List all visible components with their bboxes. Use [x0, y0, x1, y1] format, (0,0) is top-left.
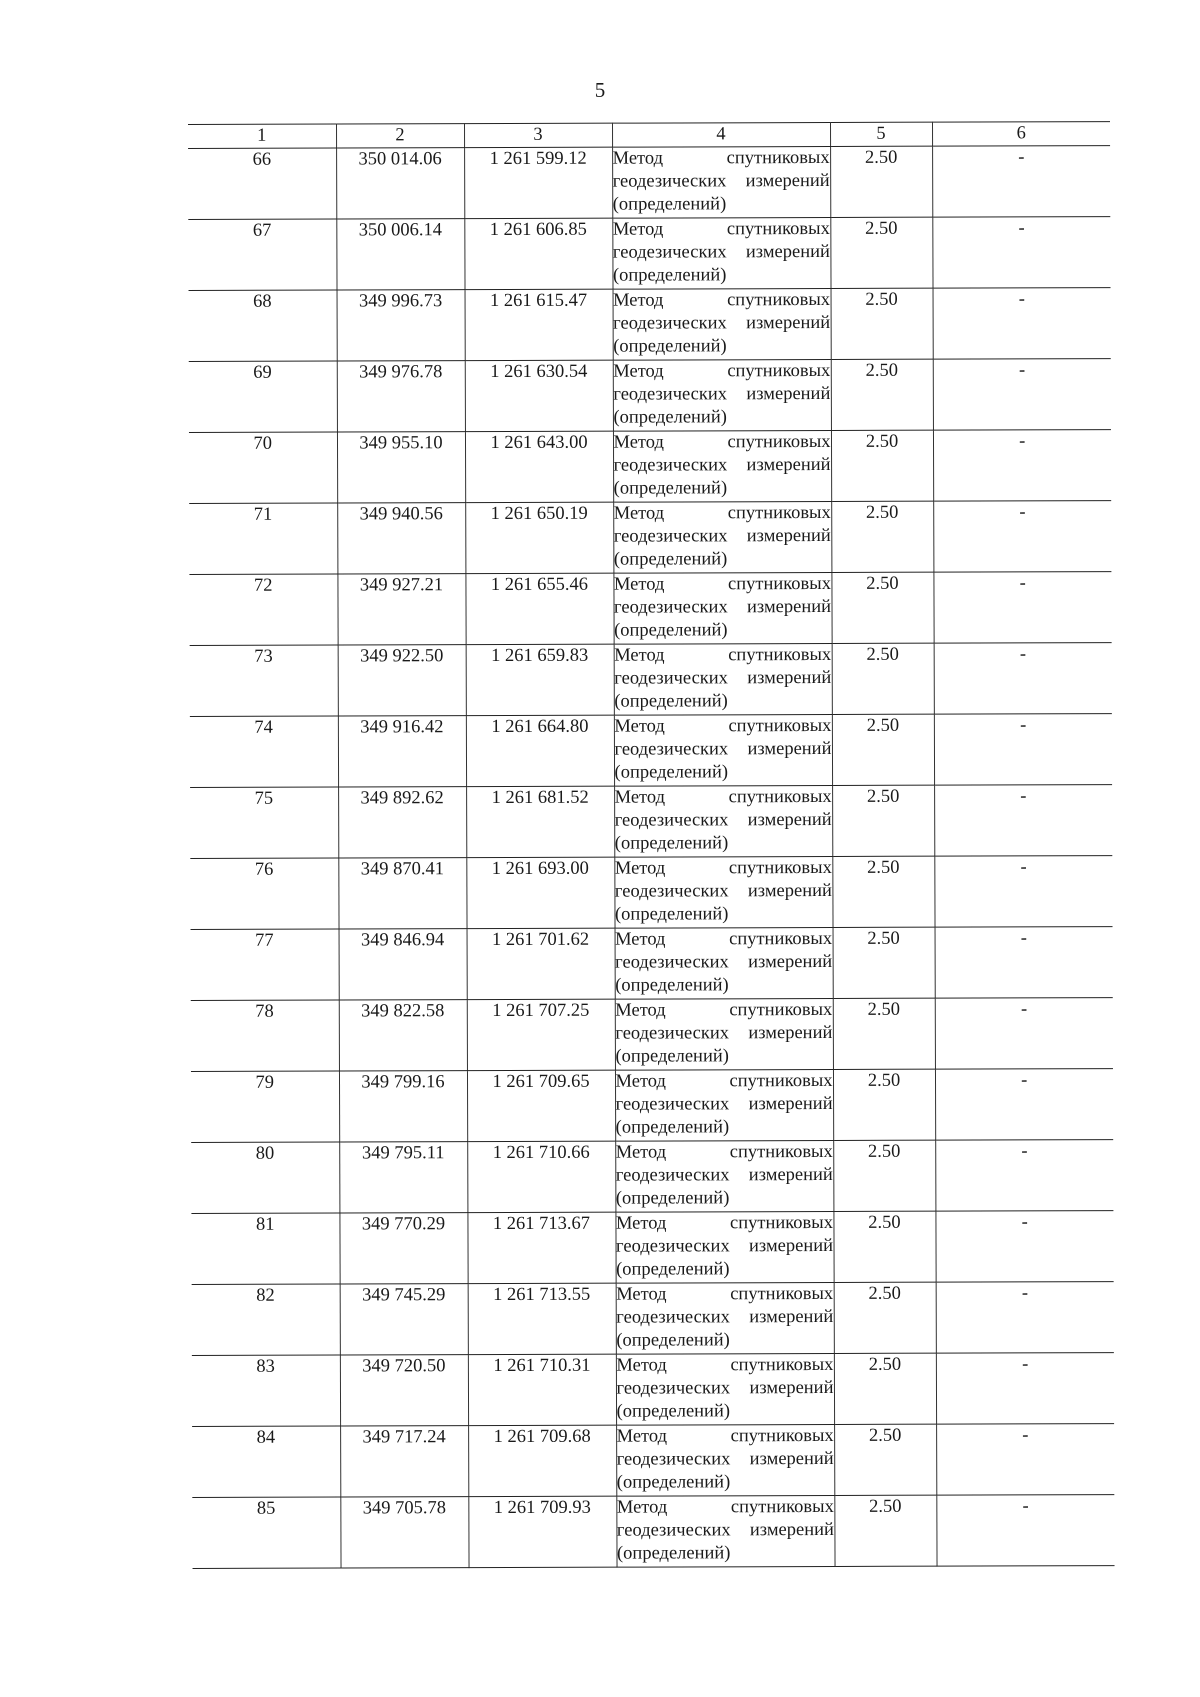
- point-number-cell: 85: [192, 1497, 340, 1568]
- coordinate-x-cell: 350 014.06: [336, 148, 464, 219]
- accuracy-cell: 2.50: [834, 1424, 936, 1495]
- table-body: [188, 146, 1114, 1569]
- point-number-cell: 78: [191, 1000, 339, 1071]
- note-cell: -: [932, 217, 1110, 289]
- coordinate-y-cell: 1 261 643.00: [465, 431, 613, 502]
- table-row: [190, 714, 1112, 788]
- coordinate-x-cell: 349 976.78: [337, 361, 465, 432]
- coordinate-x-cell: 349 922.50: [338, 645, 466, 716]
- accuracy-cell: 2.50: [831, 288, 933, 359]
- coordinate-y-cell: 1 261 655.46: [465, 573, 613, 644]
- accuracy-cell: 2.50: [832, 714, 934, 785]
- table-row: [192, 1353, 1114, 1427]
- point-number-cell: 76: [190, 858, 338, 929]
- note-cell: -: [932, 146, 1110, 218]
- table-row: [189, 359, 1111, 433]
- coordinate-x-cell: 350 006.14: [336, 219, 464, 290]
- point-number-cell: 73: [190, 645, 338, 716]
- note-cell: -: [934, 785, 1112, 857]
- point-number-cell: 72: [189, 574, 337, 645]
- method-cell: Метод спутниковых геодезических измерений (определений): [613, 359, 831, 431]
- accuracy-cell: 2.50: [834, 1353, 936, 1424]
- method-cell: Метод спутниковых геодезических измерений (определений): [614, 785, 832, 857]
- coordinate-y-cell: 1 261 701.62: [467, 928, 615, 999]
- method-cell: Метод спутниковых геодезических измерений (определений): [615, 1211, 833, 1283]
- table-row: [189, 572, 1111, 646]
- method-cell: Метод спутниковых геодезических измерений (определений): [615, 1069, 833, 1141]
- method-cell: Метод спутниковых геодезических измерений (определений): [613, 572, 831, 644]
- coordinate-x-cell: 349 795.11: [339, 1142, 467, 1213]
- table-row: [190, 643, 1112, 717]
- coordinate-y-cell: 1 261 630.54: [465, 360, 613, 431]
- accuracy-cell: 2.50: [831, 359, 933, 430]
- coordinate-x-cell: 349 822.58: [339, 1000, 467, 1071]
- method-cell: Метод спутниковых геодезических измерений (определений): [612, 146, 830, 218]
- method-cell: Метод спутниковых геодезических измерений (определений): [614, 856, 832, 928]
- page-number: 5: [594, 78, 606, 102]
- table-row: [188, 217, 1110, 291]
- point-number-cell: 69: [189, 361, 337, 432]
- coordinate-x-cell: 349 996.73: [337, 290, 465, 361]
- accuracy-cell: 2.50: [831, 501, 933, 572]
- point-number-cell: 80: [191, 1142, 339, 1213]
- accuracy-cell: 2.50: [830, 146, 932, 217]
- note-cell: -: [935, 1140, 1113, 1212]
- point-number-cell: 77: [191, 929, 339, 1000]
- point-number-cell: 66: [188, 148, 336, 219]
- method-cell: Метод спутниковых геодезических измерений (определений): [616, 1495, 834, 1567]
- note-cell: -: [933, 288, 1111, 360]
- method-cell: Метод спутниковых геодезических измерений (определений): [615, 998, 833, 1070]
- coordinate-x-cell: 349 717.24: [340, 1426, 468, 1497]
- table-row: [189, 288, 1111, 362]
- point-number-cell: 71: [189, 503, 337, 574]
- coordinate-x-cell: 349 940.56: [337, 503, 465, 574]
- accuracy-cell: 2.50: [834, 1282, 936, 1353]
- coordinate-x-cell: 349 745.29: [340, 1284, 468, 1355]
- coordinate-y-cell: 1 261 709.65: [467, 1070, 615, 1141]
- note-cell: -: [933, 359, 1111, 431]
- accuracy-cell: 2.50: [833, 1140, 935, 1211]
- coordinate-y-cell: 1 261 709.93: [468, 1496, 616, 1567]
- method-cell: Метод спутниковых геодезических измерений (определений): [614, 714, 832, 786]
- point-number-cell: 70: [189, 432, 337, 503]
- coordinate-x-cell: 349 770.29: [339, 1213, 467, 1284]
- note-cell: -: [936, 1353, 1114, 1425]
- point-number-cell: 81: [191, 1213, 339, 1284]
- accuracy-cell: 2.50: [830, 217, 932, 288]
- accuracy-cell: 2.50: [834, 1495, 936, 1566]
- table-row: [190, 785, 1112, 859]
- note-cell: -: [935, 927, 1113, 999]
- column-header: 1: [188, 124, 336, 148]
- coordinate-y-cell: 1 261 650.19: [465, 502, 613, 573]
- point-number-cell: 75: [190, 787, 338, 858]
- coordinate-y-cell: 1 261 713.67: [467, 1212, 615, 1283]
- point-number-cell: 68: [189, 290, 337, 361]
- column-header: 4: [612, 122, 830, 147]
- accuracy-cell: 2.50: [833, 998, 935, 1069]
- coordinate-y-cell: 1 261 681.52: [466, 786, 614, 857]
- coordinates-table: [188, 121, 1115, 1569]
- note-cell: -: [936, 1424, 1114, 1496]
- table-row: [190, 856, 1112, 930]
- note-cell: -: [933, 501, 1111, 573]
- method-cell: Метод спутниковых геодезических измерений (определений): [613, 501, 831, 573]
- table-row: [188, 146, 1110, 220]
- coordinate-y-cell: 1 261 659.83: [466, 644, 614, 715]
- note-cell: -: [936, 1495, 1114, 1567]
- note-cell: -: [935, 998, 1113, 1070]
- coordinate-x-cell: 349 892.62: [338, 787, 466, 858]
- coordinate-x-cell: 349 927.21: [337, 574, 465, 645]
- coordinate-x-cell: 349 870.41: [338, 858, 466, 929]
- accuracy-cell: 2.50: [833, 1211, 935, 1282]
- table-row: [192, 1424, 1114, 1498]
- coordinate-x-cell: 349 705.78: [340, 1497, 468, 1568]
- table-row: [189, 501, 1111, 575]
- accuracy-cell: 2.50: [832, 856, 934, 927]
- point-number-cell: 84: [192, 1426, 340, 1497]
- accuracy-cell: 2.50: [833, 927, 935, 998]
- coordinate-y-cell: 1 261 710.31: [468, 1354, 616, 1425]
- coordinate-x-cell: 349 846.94: [339, 929, 467, 1000]
- point-number-cell: 79: [191, 1071, 339, 1142]
- accuracy-cell: 2.50: [831, 572, 933, 643]
- coordinate-y-cell: 1 261 707.25: [467, 999, 615, 1070]
- note-cell: -: [936, 1282, 1114, 1354]
- table-row: [191, 1069, 1113, 1143]
- column-header: 6: [932, 122, 1110, 147]
- coordinate-y-cell: 1 261 693.00: [466, 857, 614, 928]
- table-row: [191, 927, 1113, 1001]
- note-cell: -: [933, 572, 1111, 644]
- header-row: [188, 122, 1110, 149]
- coordinate-y-cell: 1 261 599.12: [464, 147, 612, 218]
- point-number-cell: 74: [190, 716, 338, 787]
- note-cell: -: [935, 1069, 1113, 1141]
- coordinate-x-cell: 349 799.16: [339, 1071, 467, 1142]
- coordinate-y-cell: 1 261 615.47: [465, 289, 613, 360]
- note-cell: -: [933, 430, 1111, 502]
- note-cell: -: [934, 714, 1112, 786]
- method-cell: Метод спутниковых геодезических измерений (определений): [612, 217, 830, 289]
- column-header: 5: [830, 122, 932, 146]
- column-header: 2: [336, 124, 464, 148]
- note-cell: -: [935, 1211, 1113, 1283]
- note-cell: -: [934, 856, 1112, 928]
- accuracy-cell: 2.50: [833, 1069, 935, 1140]
- coordinate-y-cell: 1 261 710.66: [467, 1141, 615, 1212]
- method-cell: Метод спутниковых геодезических измерений (определений): [616, 1424, 834, 1496]
- coordinate-x-cell: 349 955.10: [337, 432, 465, 503]
- point-number-cell: 67: [188, 219, 336, 290]
- table-row: [191, 1211, 1113, 1285]
- column-header: 3: [464, 123, 612, 147]
- method-cell: Метод спутниковых геодезических измерений (определений): [615, 1140, 833, 1212]
- table-row: [189, 430, 1111, 504]
- accuracy-cell: 2.50: [832, 643, 934, 714]
- method-cell: Метод спутниковых геодезических измерений (определений): [616, 1353, 834, 1425]
- method-cell: Метод спутниковых геодезических измерений (определений): [615, 927, 833, 999]
- point-number-cell: 82: [192, 1284, 340, 1355]
- accuracy-cell: 2.50: [831, 430, 933, 501]
- accuracy-cell: 2.50: [832, 785, 934, 856]
- coordinate-y-cell: 1 261 713.55: [468, 1283, 616, 1354]
- method-cell: Метод спутниковых геодезических измерений (определений): [614, 643, 832, 715]
- coordinate-y-cell: 1 261 664.80: [466, 715, 614, 786]
- coordinate-x-cell: 349 720.50: [340, 1355, 468, 1426]
- coordinate-y-cell: 1 261 606.85: [464, 218, 612, 289]
- table-row: [192, 1282, 1114, 1356]
- table-row: [191, 1140, 1113, 1214]
- method-cell: Метод спутниковых геодезических измерений (определений): [613, 430, 831, 502]
- coordinate-y-cell: 1 261 709.68: [468, 1425, 616, 1496]
- point-number-cell: 83: [192, 1355, 340, 1426]
- note-cell: -: [934, 643, 1112, 715]
- table-row: [191, 998, 1113, 1072]
- method-cell: Метод спутниковых геодезических измерений (определений): [613, 288, 831, 360]
- table-row: [192, 1495, 1114, 1569]
- method-cell: Метод спутниковых геодезических измерений (определений): [616, 1282, 834, 1354]
- coordinate-x-cell: 349 916.42: [338, 716, 466, 787]
